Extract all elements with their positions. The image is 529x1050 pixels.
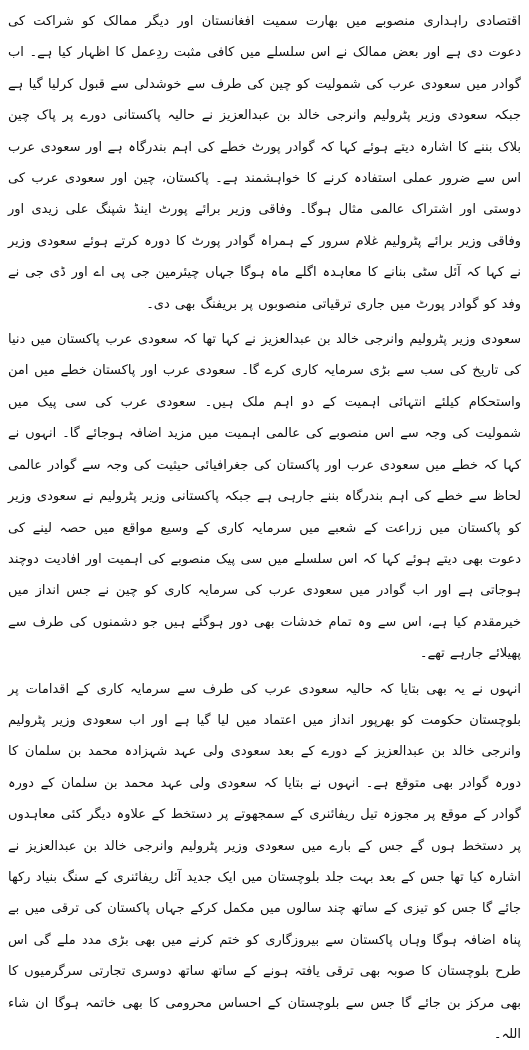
- article-paragraph-1: اقتصادی راہداری منصوبے میں بھارت سمیت افغانستان اور دیگر ممالک کو شراکت کی دعوت دی ہے اور بعض ممالک نے اس سلسلے میں کافی مثبت ردِعمل کا اظہار کیا ہے۔ اب گوادر میں سعودی عرب کی شمولیت کو چین کی طرف سے خوشدلی سے قبول کرلیا گیا ہے جبکہ سعودی وزیر پٹرولیم وانرجی خالد بن عبدالعزیز نے حالیہ پاکستانی دورے پر پاک چین بلاک بننے کا اشارہ دیتے ہوئے کہا کہ گوادر پورٹ خطے کی اہم بندرگاہ ہے اور سعودی عرب اس سے ضرور عملی استفادہ کرنے کا خواہشمند ہے۔ پاکستان، چین اور سعودی عرب کی دوستی اور اشتراک عالمی مثال ہوگا۔ وفاقی وزیر برائے پورٹ اینڈ شپنگ علی زیدی اور وفاقی وزیر برائے پٹرولیم غلام سرور کے ہمراہ گوادر پورٹ کا دورہ کرتے ہوئے سعودی وزیر نے کہا کہ آئل سٹی بنانے کا معاہدہ اگلے ماہ ہوگا جہاں چیئرمین جی پی اے اور ڈی جی نے وفد کو گوادر پورٹ میں جاری ترقیاتی منصوبوں پر بریفنگ بھی دی۔: [8, 14, 521, 312]
- article-paragraph-3: انہوں نے یہ بھی بتایا کہ حالیہ سعودی عرب کی طرف سے سرمایہ کاری کے اقدامات پر بلوچستان حکومت کو بھرپور انداز میں اعتماد میں لیا گیا ہے اور اب سعودی وزیر پٹرولیم وانرجی خالد بن عبدالعزیز کے دورے کے بعد سعودی ولی عہد شہزادہ محمد بن سلمان کا دورہ گوادر بھی متوقع ہے۔ انہوں نے بتایا کہ سعودی ولی عہد محمد بن سلمان کے دورہ گوادر کے موقع پر مجوزہ تیل ریفائنری کے سمجھوتے پر دستخط کے علاوہ دیگر کئی معاہدوں پر دستخط ہوں گے جس کے بارے میں سعودی وزیر پٹرولیم وانرجی خالد بن عبدالعزیز نے اشارہ کیا تھا جس کے بعد بہت جلد بلوچستان میں ایک جدید آئل ریفائنری کے سنگ بنیاد رکھا جائے گا جس کو تیزی کے ساتھ چند سالوں میں مکمل کرکے جہاں پاکستان کی ترقی میں بے پناہ اضافہ ہوگا وہاں پاکستان سے بیروزگاری کو ختم کرنے میں بھی بڑی مدد ملے گی اس طرح بلوچستان کا صوبہ بھی ترقی یافتہ ہونے کے ساتھ ساتھ دوسری تجارتی سرگرمیوں کا بھی مرکز بن جائے گا جس سے بلوچستان کے احساس محرومی کا بھی خاتمہ ہوگا ان شاء اللہ۔: [8, 681, 521, 1042]
- article-paragraph-2: سعودی وزیر پٹرولیم وانرجی خالد بن عبدالعزیز نے کہا تھا کہ سعودی عرب پاکستان میں دنیا کی تاریخ کی سب سے بڑی سرمایہ کاری کرے گا۔ سعودی عرب اور پاکستان خطے میں امن واستحکام کیلئے انتہائی اہمیت کے دو اہم ملک ہیں۔ سعودی عرب کی سی پیک میں شمولیت کی وجہ سے اس منصوبے کی عالمی اہمیت میں مزید اضافہ ہوجائے گا۔ انہوں نے کہا کہ خطے میں سعودی عرب اور پاکستان کی جغرافیائی حیثیت کی وجہ سے گوادر عالمی لحاظ سے خطے کی اہم بندرگاہ بننے جارہی ہے جبکہ پاکستانی وزیر پٹرولیم نے سعودی وزیر کو پاکستان میں زراعت کے شعبے میں سرمایہ کاری کے وسیع مواقع میں حصہ لینے کی دعوت بھی دیتے ہوئے کہا کہ اس سلسلے میں سی پیک منصوبے کی اہمیت اور افادیت دوچند ہوجاتی ہے اور اب گوادر میں سعودی عرب کی سرمایہ کاری کو چین نے جس انداز میں خیرمقدم کیا ہے، اس سے وہ تمام خدشات بھی دور ہوگئے ہیں جو دشمنوں کی طرف سے پھیلائے جارہے تھے۔: [8, 332, 521, 662]
